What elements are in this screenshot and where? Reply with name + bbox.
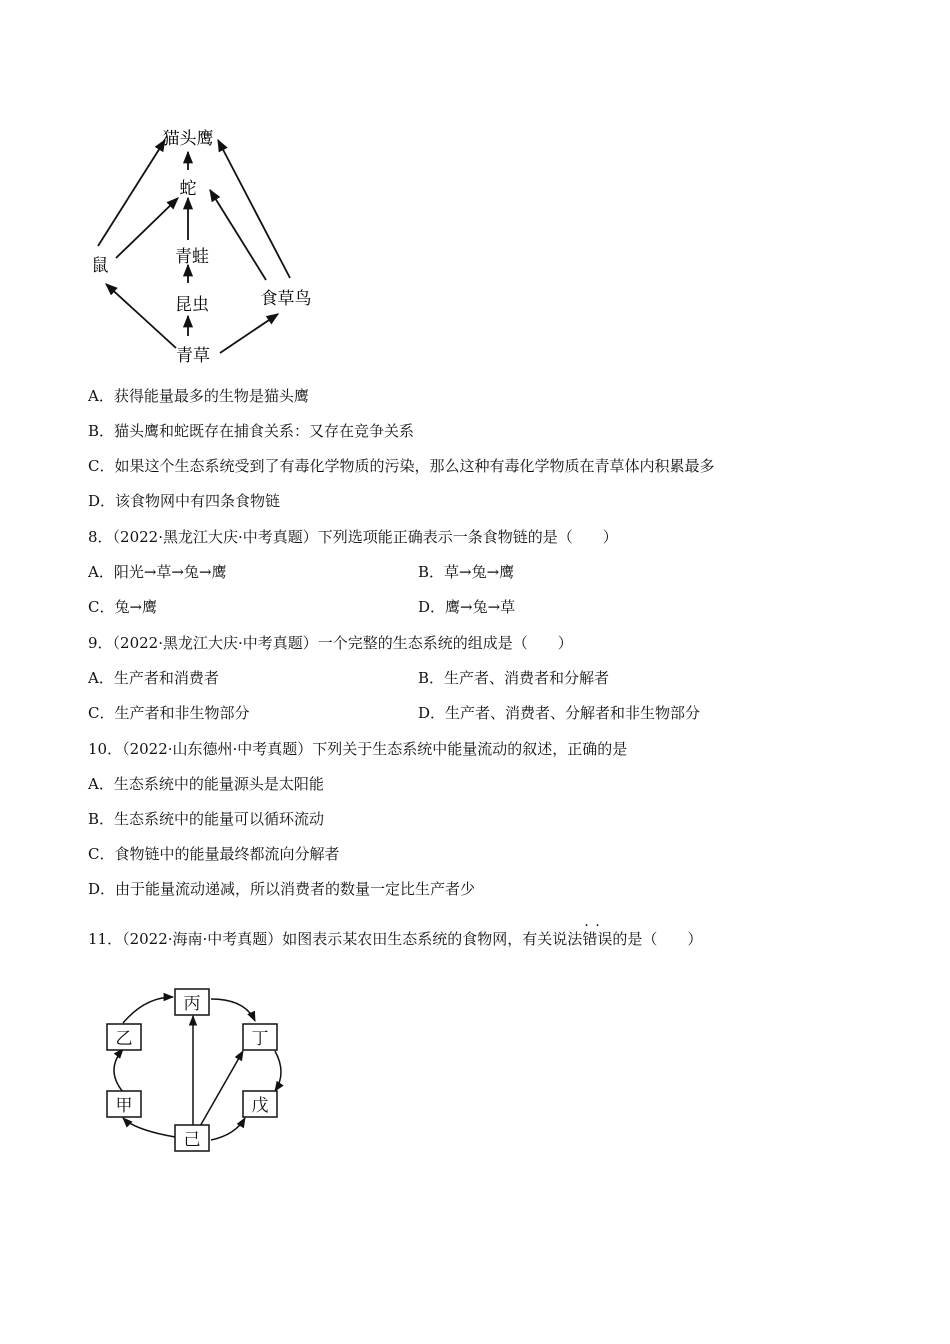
q8-option-c: C．兔→鹰 <box>88 598 158 616</box>
q10-option-d: D．由于能量流动递减，所以消费者的数量一定比生产者少 <box>88 880 476 898</box>
q9-option-b: B．生产者、消费者和分解者 <box>418 669 610 687</box>
q8-option-b: B．草→兔→鹰 <box>418 563 515 581</box>
q11-stem <box>88 929 702 949</box>
q10-option-c: C．食物链中的能量最终都流向分解者 <box>88 845 340 863</box>
node-mouse: 鼠 <box>91 256 109 276</box>
node-frog: 青蛙 <box>175 247 209 267</box>
q10-stem: 10．（2022·山东德州·中考真题）下列关于生态系统中能量流动的叙述，正确的是 <box>88 740 628 758</box>
node-bing: 丙 <box>183 994 201 1014</box>
node-yi: 乙 <box>115 1029 133 1049</box>
q11-stem-before: 11．（2022·海南·中考真题）如图表示某农田生态系统的食物网，有关说法 <box>88 930 583 948</box>
q9-option-c: C．生产者和非生物部分 <box>88 704 250 722</box>
q8-stem: 8．（2022·黑龙江大庆·中考真题）下列选项能正确表示一条食物链的是（ ） <box>88 528 618 546</box>
node-owl: 猫头鹰 <box>162 129 214 149</box>
node-herbivorous-bird: 食草鸟 <box>260 289 312 309</box>
q8-option-a: A．阳光→草→兔→鹰 <box>88 563 227 581</box>
node-ji: 己 <box>183 1130 201 1150</box>
node-snake: 蛇 <box>179 179 197 199</box>
q11-stem-after: 的是（ ） <box>612 930 703 948</box>
food-web-diagram-2 <box>95 985 295 1164</box>
q7-option-b: B．猫头鹰和蛇既存在捕食关系：又存在竞争关系 <box>88 422 415 440</box>
q8-option-d: D．鹰→兔→草 <box>418 598 516 616</box>
node-wu: 戊 <box>251 1096 269 1116</box>
q7-option-d: D．该食物网中有四条食物链 <box>88 492 281 510</box>
q10-option-a: A．生态系统中的能量源头是太阳能 <box>88 775 324 793</box>
q9-option-d: D．生产者、消费者、分解者和非生物部分 <box>418 704 701 722</box>
q10-option-b: B．生态系统中的能量可以循环流动 <box>88 810 325 828</box>
node-grass: 青草 <box>176 346 210 366</box>
node-jia: 甲 <box>115 1096 133 1116</box>
node-ding: 丁 <box>251 1029 269 1049</box>
q7-option-a: A．获得能量最多的生物是猫头鹰 <box>88 387 309 405</box>
q9-option-a: A．生产者和消费者 <box>88 669 219 687</box>
q11-stem-emphasis: · · 错误 <box>582 930 612 948</box>
q9-stem: 9．（2022·黑龙江大庆·中考真题）一个完整的生态系统的组成是（ ） <box>88 634 573 652</box>
food-web-2-arrows <box>114 997 281 1140</box>
node-insect: 昆虫 <box>175 295 209 315</box>
q7-option-c: C．如果这个生态系统受到了有毒化学物质的污染，那么这种有毒化学物质在青草体内积累最多 <box>88 457 715 475</box>
food-web-diagram-1 <box>80 118 340 372</box>
